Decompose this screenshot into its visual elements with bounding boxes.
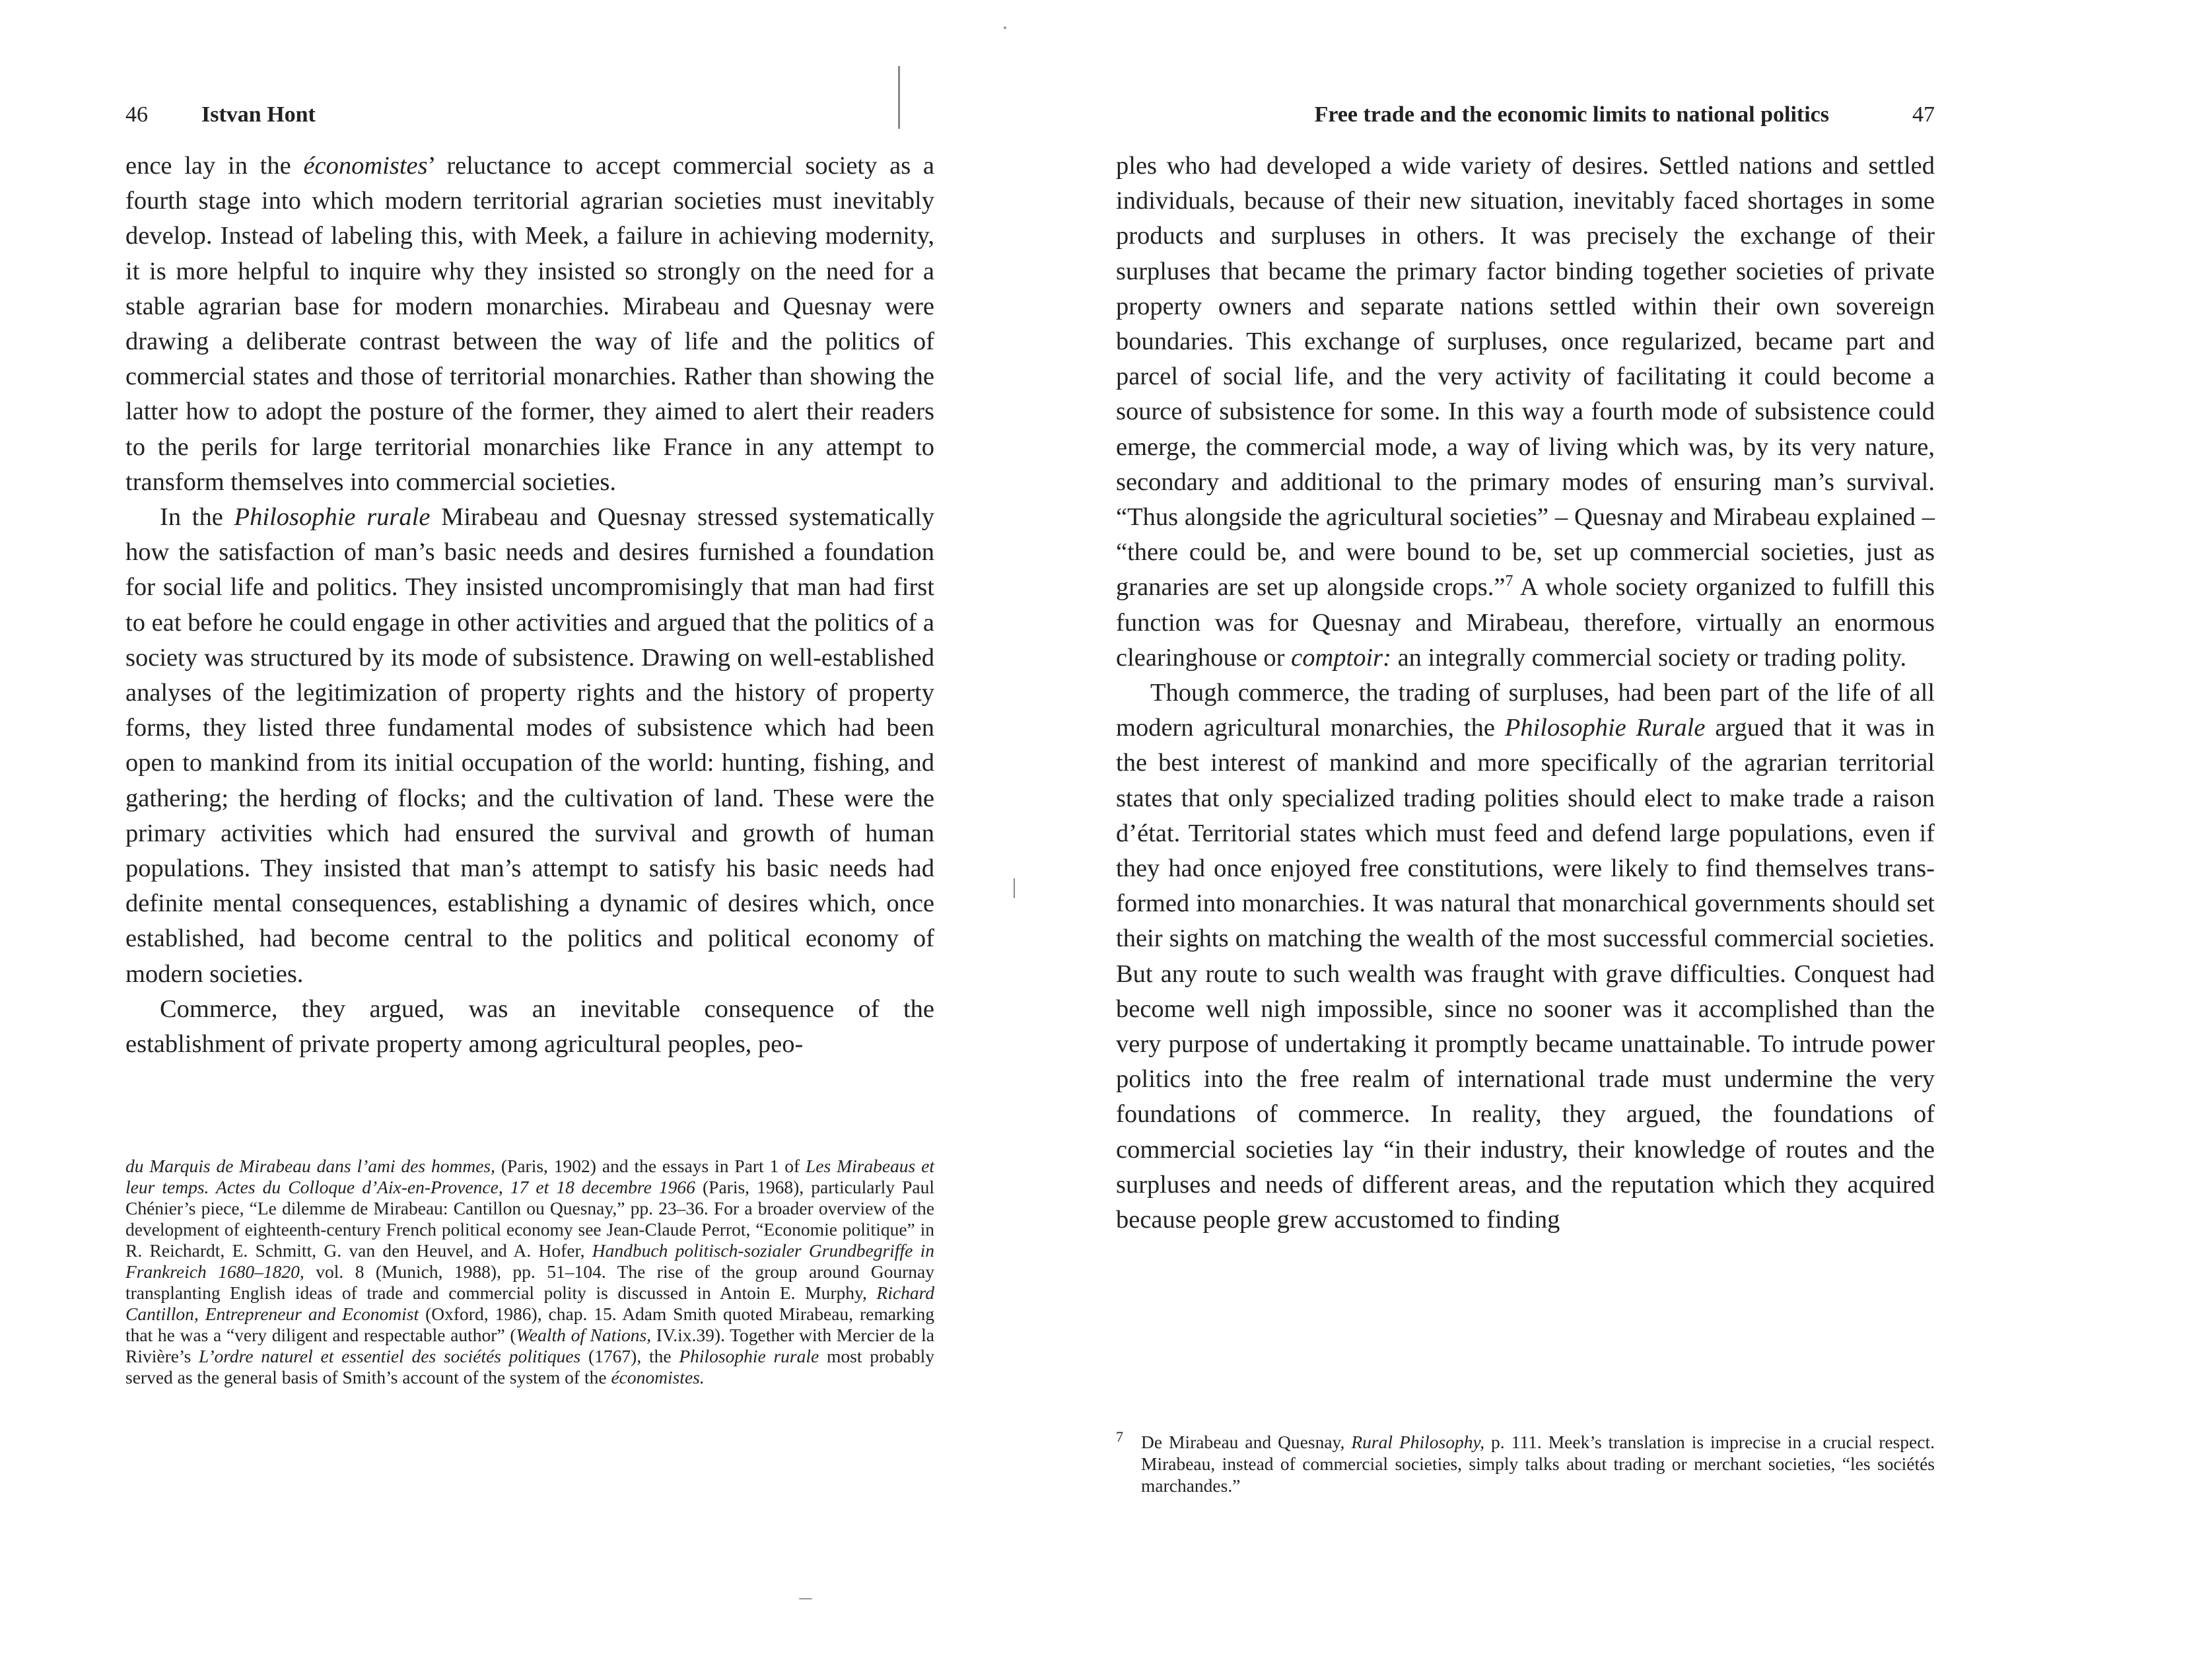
left-paragraph-2 bbox=[125, 500, 934, 992]
scan-speck bbox=[1004, 26, 1006, 29]
italic-run: comptoir: bbox=[1291, 643, 1391, 672]
left-paragraph-1 bbox=[125, 149, 934, 500]
right-paragraph-2 bbox=[1116, 676, 1935, 1238]
text-run: De Mirabeau and Quesnay, bbox=[1141, 1432, 1352, 1453]
text-run: ’ reluctance to accept commercial society as a fourth stage into which modern territorial agrarian societies must inevitably develop. Instead of labeling this, with Meek, a failure in achieving modernity, it is more helpful to inquire why they insisted so strongly on the need for a stable agrarian base for modern monarchies. Mirabeau and Quesnay were drawing a deliberate contrast between the way of life and the politics of commercial states and those of territorial monarchies. Rather than showing the latter how to adopt the posture of the former, they aimed to alert their readers to the perils for large territorial monarchies like France in any attempt to transform themselves into commercial societies. bbox=[125, 152, 934, 496]
right-page-body bbox=[1116, 149, 1935, 1238]
text-run: A whole society organized to fulfill this function was for Quesnay and Mirabeau, therefore, virtually an enormous clearinghouse or bbox=[1116, 573, 1935, 672]
text-run: argued that it was in the best interest of mankind and more specifically of the agrarian territorial states that only specialized trading polities should elect to make trade a raison d’état. Territorial states which must feed and defend large populations, even if they had once enjoyed free constitutions, were likely to find themselves transformed into monarchies. It was natural that monarchical governments should set their sights on matching the wealth of the most successful commercial societies. But any route to such wealth was fraught with grave difficulties. Conquest had become well nigh impossible, since no sooner was it accomplished than the very purpose of undertaking it promptly became unattainable. To intrude power politics into the free realm of international trade must undermine the very foundations of commerce. In reality, they argued, the foundations of commercial societies lay “in their industry, their knowledge of routes and the surpluses and needs of different areas, and the reputation which they acquired because people grew accustomed to finding bbox=[1116, 714, 1935, 1234]
text-run: Commerce, they argued, was an inevitable consequence of the establishment of private property among agricultural peoples, peo- bbox=[125, 995, 934, 1059]
left-page-header bbox=[125, 102, 934, 142]
text-run: (1767), the bbox=[580, 1346, 679, 1366]
text-run: p. 111. Meek’s translation is imprecise in a crucial respect. Mirabeau, instead of commercial societies, simply talks about trading or merchant societies, “les sociétés marchandes.” bbox=[1141, 1432, 1935, 1496]
italic-run: Wealth of Nations, bbox=[516, 1325, 652, 1345]
text-run: Mirabeau and Quesnay stressed systematically how the satisfaction of man’s basic needs and desires furnished a foundation for social life and politics. They insisted uncompromisingly that man had first to eat before he could engage in other activities and argued that the politics of a society was structured by its mode of subsistence. Drawing on well-established analyses of the legitimization of property rights and the history of property forms, they listed three fundamental modes of subsistence which had been open to mankind from its initial occupation of the world: hunting, fishing, and gathering; the herding of flocks; and the cultivation of land. These were the primary activities which had ensured the survival and growth of human populations. They insisted that man’s attempt to satisfy his basic needs had definite mental consequences, establishing a dynamic of desires which, once established, had become central to the politics and political economy of modern societies. bbox=[125, 503, 934, 988]
left-paragraph-3 bbox=[125, 992, 934, 1062]
text-run: ence lay in the bbox=[125, 152, 304, 180]
text-run: In the bbox=[160, 503, 234, 532]
left-page-body bbox=[125, 149, 934, 1062]
italic-run: économistes. bbox=[611, 1367, 705, 1387]
text-run: IV.ix.39). Together with Mercier de la Rivière’s bbox=[125, 1325, 934, 1366]
right-footnote-text bbox=[1141, 1432, 1935, 1496]
italic-run: Rural Philosophy, bbox=[1351, 1432, 1485, 1453]
scan-speck bbox=[799, 1598, 812, 1599]
text-run: (Oxford, 1986), chap. 15. Adam Smith quoted Mirabeau, remarking that he was a “very diligent and respectable author” ( bbox=[125, 1304, 935, 1345]
footnote-reference: 7 bbox=[1505, 573, 1513, 590]
gutter-line-top bbox=[898, 66, 900, 129]
left-running-head: Istvan Hont bbox=[201, 102, 316, 127]
italic-run: économistes bbox=[303, 152, 428, 180]
right-page-number: 47 bbox=[1912, 102, 1935, 127]
italic-run: Handbuch politisch-sozialer Grundbegriffe in Frankreich 1680–1820, bbox=[125, 1240, 934, 1282]
text-run: most probably served as the general basis of Smith’s account of the system of the bbox=[125, 1346, 934, 1387]
italic-run: L’ordre naturel et essentiel des sociétés politiques bbox=[199, 1346, 581, 1366]
right-running-head: Free trade and the economic limits to national politics bbox=[1314, 102, 1829, 127]
footnote-marker: 7 bbox=[1116, 1428, 1123, 1445]
italic-run: Les Mirabeaus et leur temps. Actes du Colloque d’Aix-en-Provence, 17 et 18 decembre 1966 bbox=[125, 1156, 934, 1197]
gutter-line-middle bbox=[1014, 878, 1015, 898]
text-run: Though commerce, the trading of surpluses, had been part of the life of all modern agricultural monarchies, the bbox=[1116, 679, 1935, 742]
text-run: an integrally commercial society or trading polity. bbox=[1391, 643, 1907, 672]
right-paragraph-1 bbox=[1116, 149, 1935, 676]
italic-run: du Marquis de Mirabeau dans l’ami des hommes, bbox=[125, 1156, 495, 1176]
right-footnote bbox=[1116, 1430, 1935, 1496]
text-run: (Paris, 1968), particularly Paul Chénier’s piece, “Le dilemme de Mirabeau: Cantillon ou Quesnay,” pp. 23–36. For a broader overview of the development of eighteenth-century French political economy see Jean-Claude Perrot, “Economie politique” in R. Reichardt, E. Schmitt, G. van den Heuvel, and A. Hofer, bbox=[125, 1177, 934, 1261]
left-page-number: 46 bbox=[125, 102, 148, 127]
left-footnote bbox=[125, 1156, 934, 1388]
italic-run: Philosophie Rurale bbox=[1504, 714, 1706, 742]
right-page-header bbox=[1116, 102, 1935, 142]
italic-run: Philosophie rurale bbox=[679, 1346, 819, 1366]
text-run: ples who had developed a wide variety of desires. Settled nations and settled individuals, because of their new situation, inevitably faced shortages in some products and surpluses in others. It was precisely the exchange of their surpluses that became the primary factor binding together societies of private property owners and separate nations settled within their own sovereign boundaries. This exchange of surpluses, once regularized, became part and parcel of social life, and the very activity of facilitating it could become a source of subsistence for some. In this way a fourth mode of subsistence could emerge, the commercial mode, a way of living which was, by its very nature, secondary and additional to the primary modes of ensuring man’s survival. “Thus alongside the agricultural societies” – Quesnay and Mirabeau explained – “there could be, and were bound to be, set up commercial societies, just as granaries are set up alongside crops.” bbox=[1116, 152, 1935, 602]
text-run: (Paris, 1902) and the essays in Part 1 of bbox=[495, 1156, 806, 1176]
text-run: vol. 8 (Munich, 1988), pp. 51–104. The rise of the group around Gournay transplanting English ideas of trade and commercial polity is discussed in Antoin E. Murphy, bbox=[125, 1261, 934, 1303]
italic-run: Richard Cantillon, Entrepreneur and Economist bbox=[125, 1282, 934, 1324]
italic-run: Philosophie rurale bbox=[234, 503, 431, 532]
